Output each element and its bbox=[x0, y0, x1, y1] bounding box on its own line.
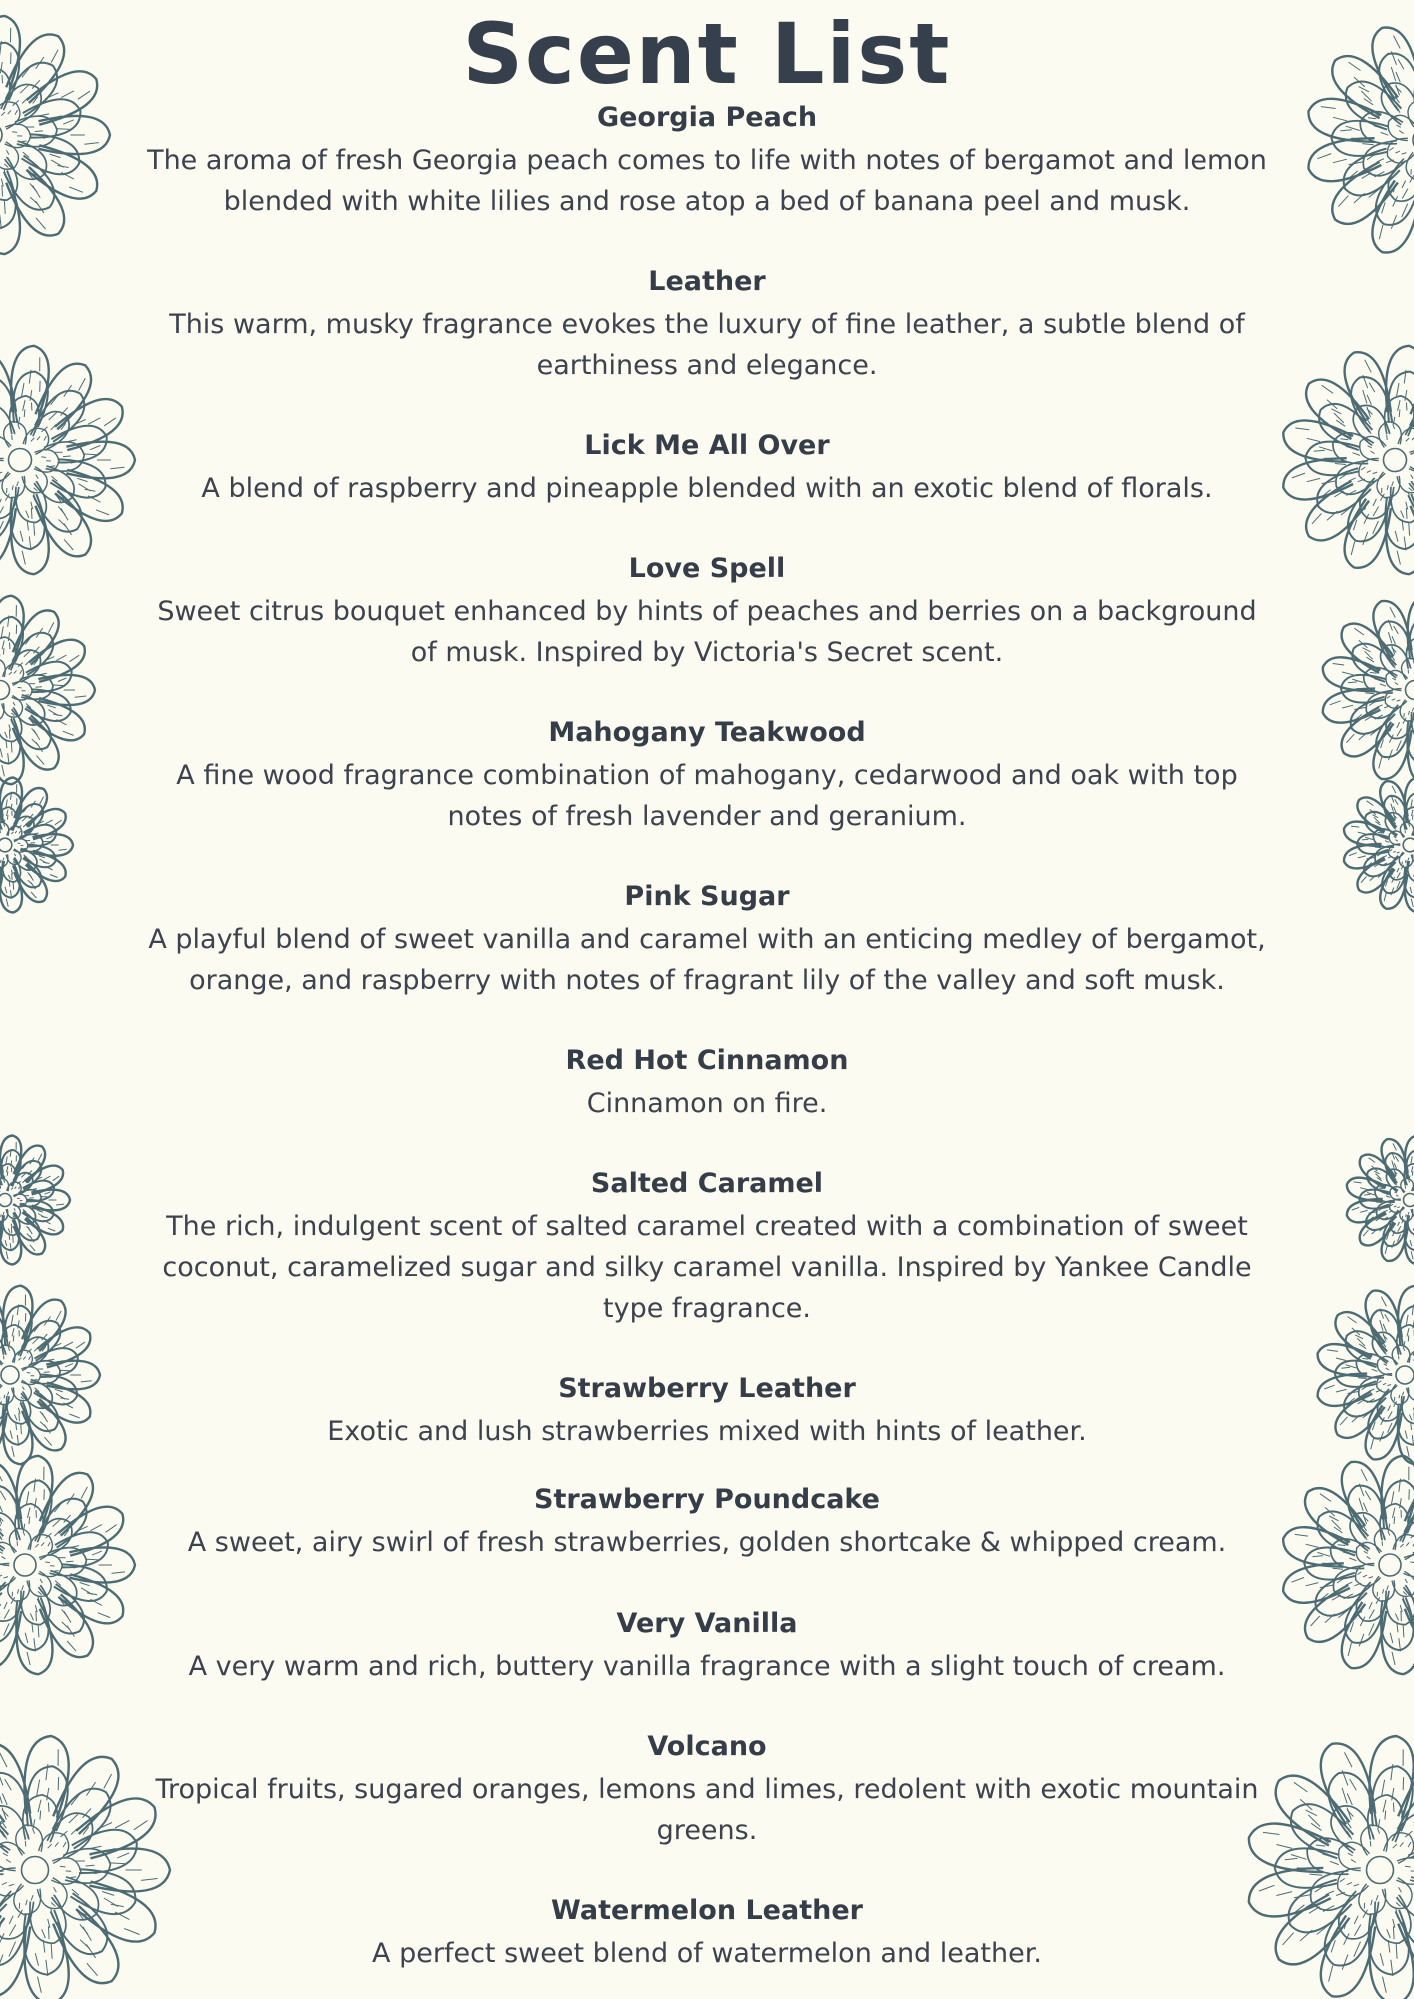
scent-name-very-vanilla: Very Vanilla bbox=[616, 1608, 798, 1639]
scent-name-mahogany-teakwood: Mahogany Teakwood bbox=[548, 717, 866, 748]
description-line: The aroma of fresh Georgia peach comes to life with notes of bergamot and lemon bbox=[147, 145, 1267, 176]
scent-name-volcano: Volcano bbox=[647, 1731, 767, 1762]
scent-description-love-spell bbox=[110, 591, 1304, 673]
scent-description-strawberry-poundcake bbox=[110, 1522, 1304, 1563]
scent-description-pink-sugar bbox=[110, 919, 1304, 1001]
succulent-flower-icon bbox=[1318, 1286, 1414, 1465]
description-line: This warm, musky fragrance evokes the luxury of fine leather, a subtle blend of bbox=[169, 309, 1245, 340]
description-line: The rich, indulgent scent of salted caramel created with a combination of sweet bbox=[166, 1211, 1248, 1242]
scent-name-leather: Leather bbox=[648, 266, 766, 297]
scent-name-watermelon-leather: Watermelon Leather bbox=[551, 1895, 863, 1926]
scent-description-salted-caramel bbox=[110, 1206, 1304, 1329]
succulent-flower-icon bbox=[1323, 596, 1414, 785]
scent-name-salted-caramel: Salted Caramel bbox=[590, 1168, 824, 1199]
description-line: Tropical fruits, sugared oranges, lemons and limes, redolent with exotic mountain bbox=[155, 1774, 1259, 1805]
scent-description-georgia-peach bbox=[110, 140, 1304, 222]
description-line: Exotic and lush strawberries mixed with hints of leather. bbox=[327, 1416, 1087, 1447]
succulent-flower-icon bbox=[1344, 778, 1414, 913]
succulent-flower-icon bbox=[0, 1286, 100, 1465]
description-line: coconut, caramelized sugar and silky caramel vanilla. Inspired by Yankee Candle bbox=[162, 1252, 1252, 1283]
page-title: Scent List bbox=[462, 5, 952, 103]
succulent-flower-icon bbox=[0, 1136, 70, 1265]
scent-description-leather bbox=[110, 304, 1304, 386]
succulent-flower-icon bbox=[0, 778, 73, 913]
description-line: A perfect sweet blend of watermelon and leather. bbox=[372, 1938, 1042, 1969]
description-line: orange, and raspberry with notes of fragrant lily of the valley and soft musk. bbox=[189, 965, 1225, 996]
scent-name-red-hot-cinnamon: Red Hot Cinnamon bbox=[565, 1045, 849, 1076]
succulent-flower-icon bbox=[1347, 1136, 1414, 1265]
scent-description-mahogany-teakwood bbox=[110, 755, 1304, 837]
description-line: earthiness and elegance. bbox=[536, 350, 878, 381]
description-line: A very warm and rich, buttery vanilla fragrance with a slight touch of cream. bbox=[188, 1651, 1226, 1682]
description-line: greens. bbox=[656, 1815, 758, 1846]
scent-name-pink-sugar: Pink Sugar bbox=[624, 881, 790, 912]
description-line: A blend of raspberry and pineapple blended with an exotic blend of florals. bbox=[201, 473, 1213, 504]
scent-name-love-spell: Love Spell bbox=[628, 553, 786, 584]
succulent-flower-icon bbox=[0, 596, 95, 785]
description-line: blended with white lilies and rose atop a bed of banana peel and musk. bbox=[223, 186, 1191, 217]
scent-name-georgia-peach: Georgia Peach bbox=[596, 102, 818, 133]
description-line: notes of fresh lavender and geranium. bbox=[447, 801, 967, 832]
scent-name-strawberry-poundcake: Strawberry Poundcake bbox=[534, 1484, 880, 1515]
scent-description-red-hot-cinnamon bbox=[110, 1083, 1304, 1124]
scent-description-volcano bbox=[110, 1769, 1304, 1851]
description-line: A sweet, airy swirl of fresh strawberries, golden shortcake & whipped cream. bbox=[187, 1527, 1227, 1558]
scent-description-very-vanilla bbox=[110, 1646, 1304, 1687]
scent-description-watermelon-leather bbox=[110, 1933, 1304, 1974]
description-line: of musk. Inspired by Victoria's Secret scent. bbox=[410, 637, 1004, 668]
scent-description-lick-me-all-over bbox=[110, 468, 1304, 509]
description-line: type fragrance. bbox=[603, 1293, 811, 1324]
description-line: A fine wood fragrance combination of mahogany, cedarwood and oak with top bbox=[176, 760, 1238, 791]
description-line: A playful blend of sweet vanilla and caramel with an enticing medley of bergamot, bbox=[148, 924, 1266, 955]
description-line: Sweet citrus bouquet enhanced by hints of peaches and berries on a background bbox=[157, 596, 1257, 627]
description-line: Cinnamon on fire. bbox=[586, 1088, 828, 1119]
scent-name-strawberry-leather: Strawberry Leather bbox=[558, 1373, 856, 1404]
scent-description-strawberry-leather bbox=[110, 1411, 1304, 1452]
scent-name-lick-me-all-over: Lick Me All Over bbox=[584, 430, 830, 461]
